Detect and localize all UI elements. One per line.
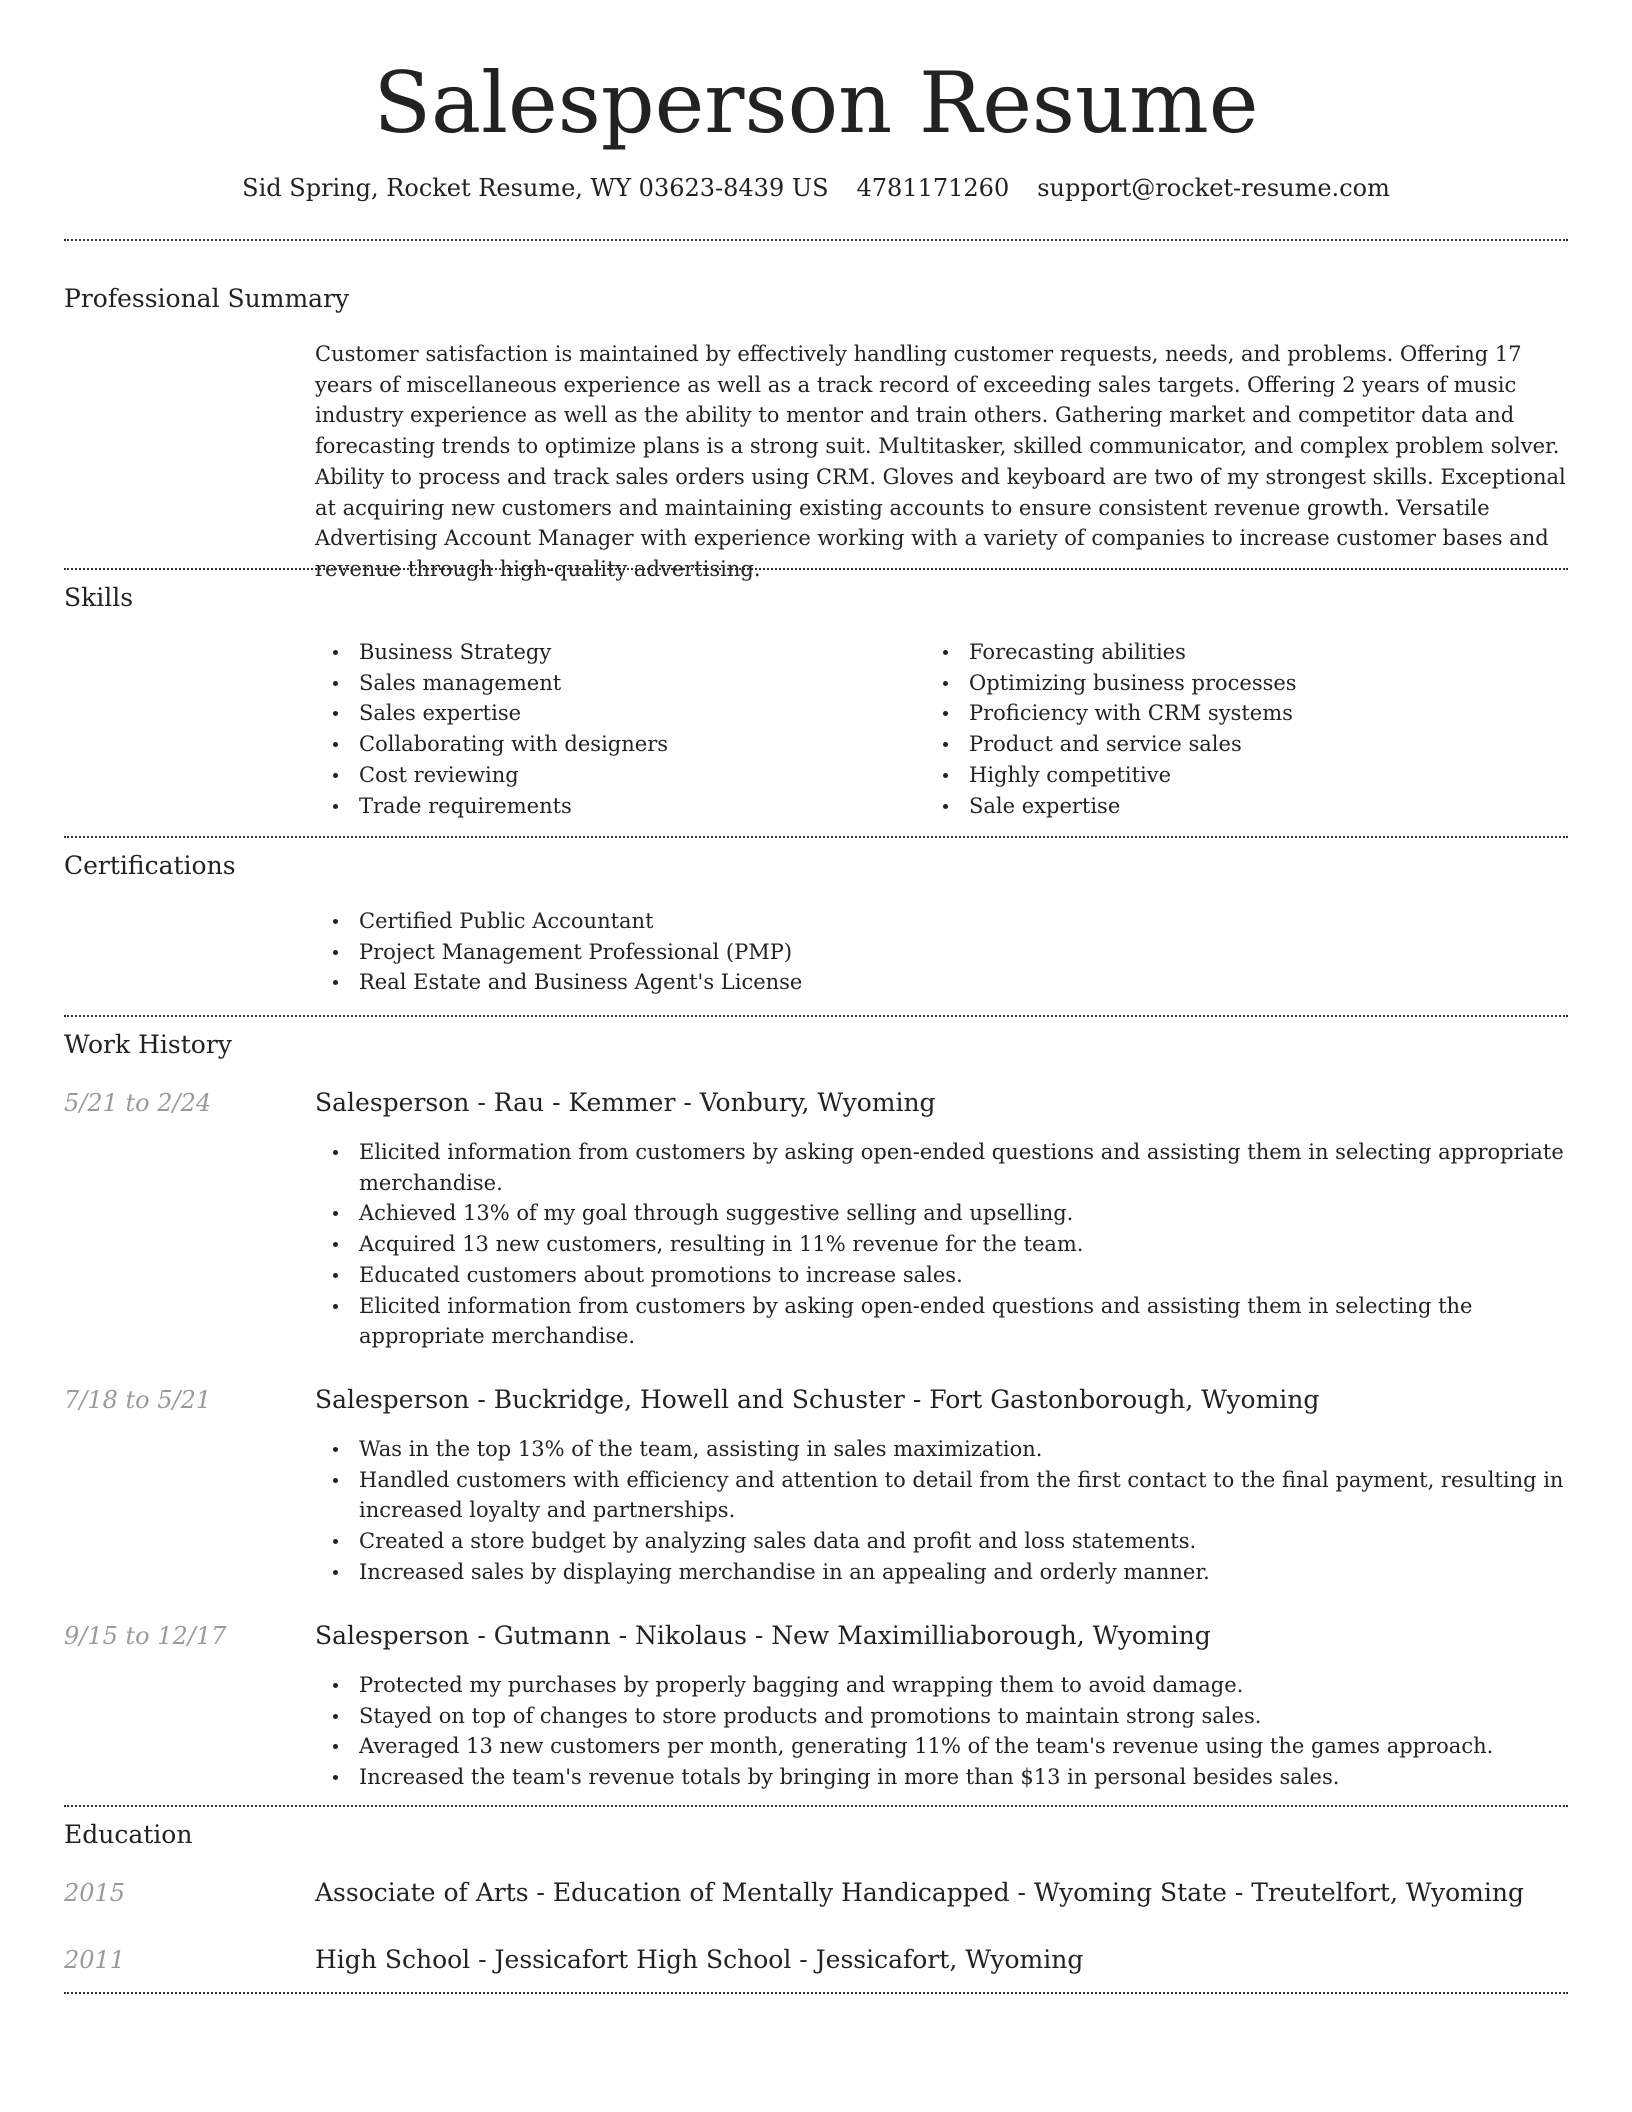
skill-item: Cost reviewing (315, 760, 875, 791)
contact-address: Sid Spring, Rocket Resume, WY 03623-8439 US (242, 174, 829, 202)
job-title: Salesperson - Buckridge, Howell and Schuster - Fort Gastonborough, Wyoming (315, 1385, 1320, 1414)
skills-list-right (925, 637, 1525, 821)
job-bullet: Increased sales by displaying merchandise in an appealing and orderly manner. (315, 1557, 1570, 1588)
job-title: Salesperson - Gutmann - Nikolaus - New Maximilliaborough, Wyoming (315, 1621, 1211, 1650)
skill-item: Proficiency with CRM systems (925, 698, 1525, 729)
skills-list-left (315, 637, 875, 821)
job-bullet: Acquired 13 new customers, resulting in 11% revenue for the team. (315, 1229, 1570, 1260)
job-bullet: Created a store budget by analyzing sales data and profit and loss statements. (315, 1526, 1570, 1557)
job-dates: 9/15 to 12/17 (64, 1622, 227, 1650)
job-dates: 7/18 to 5/21 (64, 1386, 212, 1414)
skill-item: Highly competitive (925, 760, 1525, 791)
education-title: High School - Jessicafort High School - Jessicafort, Wyoming (315, 1945, 1084, 1974)
divider (64, 1805, 1568, 1807)
skill-item: Sales expertise (315, 698, 875, 729)
skill-item: Optimizing business processes (925, 668, 1525, 699)
job-title: Salesperson - Rau - Kemmer - Vonbury, Wyoming (315, 1088, 936, 1117)
job-bullets (315, 1137, 1570, 1352)
certification-item: Project Management Professional (PMP) (315, 937, 1515, 968)
skill-item: Sale expertise (925, 791, 1525, 822)
job-bullet: Educated customers about promotions to increase sales. (315, 1260, 1570, 1291)
job-bullets (315, 1670, 1570, 1793)
education-year: 2015 (64, 1879, 126, 1907)
section-heading-summary: Professional Summary (64, 284, 350, 313)
education-year: 2011 (64, 1946, 126, 1974)
divider (64, 836, 1568, 838)
contact-phone: 4781171260 (856, 174, 1010, 202)
divider (64, 568, 1568, 570)
skill-item: Forecasting abilities (925, 637, 1525, 668)
job-bullet: Averaged 13 new customers per month, generating 11% of the team's revenue using the games approach. (315, 1731, 1570, 1762)
contact-email: support@rocket-resume.com (1037, 174, 1390, 202)
job-bullet: Elicited information from customers by asking open-ended questions and assisting them in selecting appropriate merchandise. (315, 1137, 1570, 1198)
page-title: Salesperson Resume (373, 54, 1259, 152)
divider (64, 1015, 1568, 1017)
job-bullet: Handled customers with efficiency and attention to detail from the first contact to the final payment, resulting in increased loyalty and partnerships. (315, 1465, 1570, 1526)
contact-line (0, 168, 1632, 208)
education-title: Associate of Arts - Education of Mentally Handicapped - Wyoming State - Treutelfort, Wyoming (315, 1878, 1524, 1907)
certification-item: Certified Public Accountant (315, 906, 1515, 937)
section-heading-certifications: Certifications (64, 851, 236, 880)
skill-item: Trade requirements (315, 791, 875, 822)
divider (64, 239, 1568, 241)
job-bullet: Achieved 13% of my goal through suggestive selling and upselling. (315, 1198, 1570, 1229)
job-bullets (315, 1434, 1570, 1588)
certification-item: Real Estate and Business Agent's License (315, 967, 1515, 998)
job-bullet: Increased the team's revenue totals by bringing in more than $13 in personal besides sales. (315, 1762, 1570, 1793)
skill-item: Product and service sales (925, 729, 1525, 760)
skill-item: Sales management (315, 668, 875, 699)
job-bullet: Stayed on top of changes to store products and promotions to maintain strong sales. (315, 1701, 1570, 1732)
section-heading-education: Education (64, 1820, 193, 1849)
job-bullet: Protected my purchases by properly bagging and wrapping them to avoid damage. (315, 1670, 1570, 1701)
skill-item: Business Strategy (315, 637, 875, 668)
certifications-list (315, 906, 1515, 998)
job-dates: 5/21 to 2/24 (64, 1089, 212, 1117)
summary-text: Customer satisfaction is maintained by effectively handling customer requests, needs, and problems. Offering 17 years of miscellaneous experience as well as a track record of exceeding sales targets. Offering 2 years of music industry experience as well as the ability to mentor and train others. Gathering market and competitor data and forecasting trends to optimize plans is a strong suit. Multitasker, skilled communicator, and complex problem solver. Ability to process and track sales orders using CRM. Gloves and keyboard are two of my strongest skills. Exceptional at acquiring new customers and maintaining existing accounts to ensure consistent revenue growth. Versatile Advertising Account Manager with experience working with a variety of companies to increase customer bases and revenue through high-quality advertising. (315, 342, 1566, 581)
job-bullet: Was in the top 13% of the team, assisting in sales maximization. (315, 1434, 1570, 1465)
divider (64, 1992, 1568, 1994)
job-bullet: Elicited information from customers by asking open-ended questions and assisting them in selecting the appropriate merchandise. (315, 1291, 1570, 1352)
section-heading-work-history: Work History (64, 1030, 232, 1059)
section-heading-skills: Skills (64, 583, 134, 612)
skill-item: Collaborating with designers (315, 729, 875, 760)
